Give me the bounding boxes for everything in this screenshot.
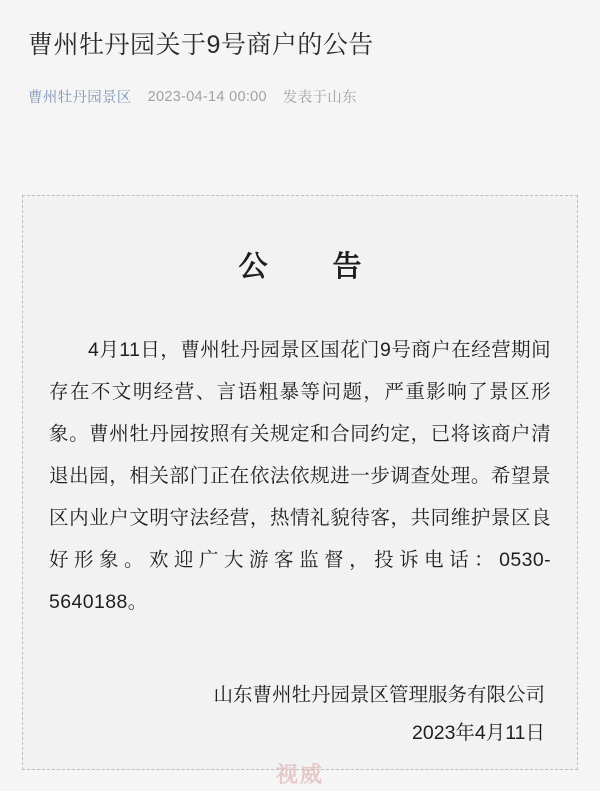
notice-paragraph: 4月11日，曹州牡丹园景区国花门9号商户在经营期间存在不文明经营、言语粗暴等问题，严重影响了景区形象。曹州牡丹园按照有关规定和合同约定，已将该商户清退出园，相关部门正在依法依规进一步调查处理。希望景区内业户文明守法经营，热情礼貌待客，共同维护景区良好形象。欢迎广大游客监督，投诉电话：0530-5640188。 <box>49 339 551 613</box>
notice-signature: 山东曹州牡丹园景区管理服务有限公司 <box>213 684 545 706</box>
article-location: 发表于山东 <box>282 90 357 106</box>
article-header <box>0 0 600 107</box>
notice-sign-date: 2023年4月11日 <box>412 722 545 744</box>
article-author[interactable]: 曹州牡丹园景区 <box>28 90 132 106</box>
article-date: 2023-04-14 00:00 <box>147 88 267 105</box>
article-meta <box>28 86 572 107</box>
notice-body <box>49 329 551 623</box>
page-title: 曹州牡丹园关于9号商户的公告 <box>28 31 374 59</box>
notice-image[interactable] <box>22 195 578 770</box>
notice-heading: 公 告 <box>238 251 380 283</box>
watermark-text: 视威 <box>275 762 324 787</box>
